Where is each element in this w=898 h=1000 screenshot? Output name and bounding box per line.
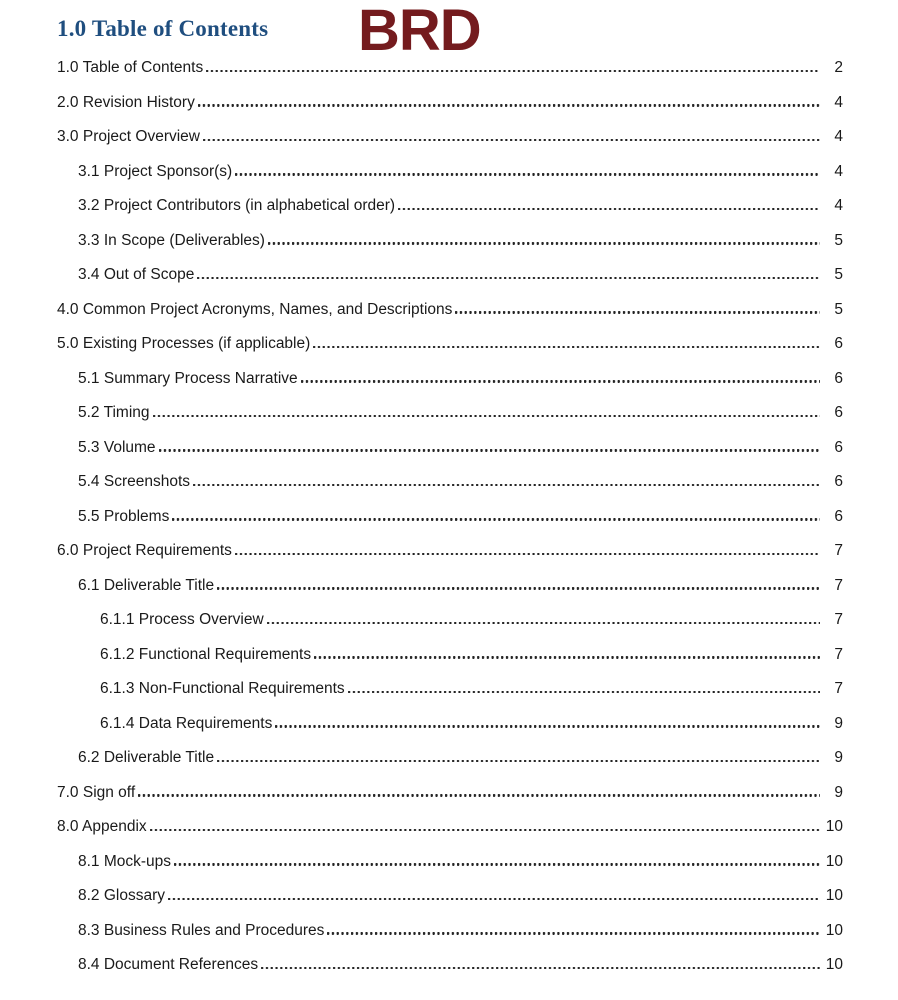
toc-page-number: 5 [834,266,843,283]
toc-page-number: 10 [825,921,843,939]
toc-leader-dots [198,104,820,106]
toc-entry[interactable] [78,362,843,397]
toc-leader-dots [150,829,820,831]
toc-page-number: 4 [834,93,843,111]
toc-entry[interactable] [57,293,843,328]
toc-entry[interactable] [78,258,843,293]
toc-entry-label: 6.2 Deliverable Title [78,749,215,766]
toc-leader-dots [327,932,820,934]
toc-page-number: 7 [834,680,843,697]
toc-entry-label: 1.0 Table of Contents [57,59,204,76]
toc-page-number: 2 [834,59,843,76]
brd-logo: BRD [358,0,481,63]
toc-entry[interactable] [78,431,843,466]
toc-entry-label: 4.0 Common Project Acronyms, Names, and Descriptions [57,300,453,318]
toc-leader-dots [168,898,820,900]
toc-page-number: 5 [834,231,843,249]
toc-page-number: 10 [825,887,843,904]
toc-page-number: 9 [834,749,843,766]
toc-page-number: 10 [825,852,843,870]
toc-page-number: 10 [825,956,843,973]
toc-page-number: 6 [834,507,843,525]
toc-leader-dots [153,415,820,417]
toc-leader-dots [261,967,820,969]
toc-page-number: 7 [834,542,843,559]
toc-entry-label: 5.5 Problems [78,507,170,525]
table-of-contents [57,51,843,983]
toc-entry-label: 6.0 Project Requirements [57,542,232,559]
toc-leader-dots [206,70,820,72]
toc-entry-label: 6.1.3 Non-Functional Requirements [100,680,345,697]
toc-page-number: 9 [834,714,843,732]
toc-entry-label: 3.0 Project Overview [57,128,200,145]
toc-entry[interactable] [78,396,843,431]
toc-entry-label: 5.1 Summary Process Narrative [78,369,298,387]
toc-page-number: 5 [834,300,843,318]
toc-leader-dots [217,760,820,762]
toc-entry-label: 6.1.1 Process Overview [100,611,264,628]
toc-entry[interactable] [78,189,843,224]
toc-entry[interactable] [78,155,843,190]
toc-entry[interactable] [78,879,843,914]
toc-page-number: 4 [834,162,843,180]
toc-entry-label: 2.0 Revision History [57,93,195,111]
toc-entry[interactable] [100,603,843,638]
toc-entry[interactable] [57,534,843,569]
toc-entry-label: 3.3 In Scope (Deliverables) [78,231,265,249]
toc-entry-label: 5.4 Screenshots [78,473,191,490]
toc-entry[interactable] [78,948,843,983]
toc-leader-dots [217,587,820,589]
toc-entry[interactable] [78,845,843,880]
toc-leader-dots [235,553,820,555]
toc-leader-dots [314,656,820,658]
toc-leader-dots [197,277,820,279]
toc-leader-dots [313,346,820,348]
toc-entry-label: 7.0 Sign off [57,783,136,801]
toc-entry-label: 5.2 Timing [78,404,150,421]
toc-entry-label: 3.2 Project Contributors (in alphabetical order) [78,197,396,214]
toc-leader-dots [172,518,820,520]
toc-entry[interactable] [78,741,843,776]
toc-entry[interactable] [78,224,843,259]
toc-entry[interactable] [100,638,843,673]
toc-entry-label: 5.0 Existing Processes (if applicable) [57,335,311,352]
toc-leader-dots [301,380,820,382]
toc-leader-dots [203,139,820,141]
toc-leader-dots [193,484,820,486]
toc-page-number: 6 [834,473,843,490]
toc-entry[interactable] [100,672,843,707]
toc-page-number: 4 [834,197,843,214]
toc-leader-dots [267,622,820,624]
toc-entry[interactable] [78,465,843,500]
toc-leader-dots [138,794,820,796]
toc-leader-dots [235,173,820,175]
toc-entry[interactable] [100,707,843,742]
toc-entry-label: 5.3 Volume [78,438,156,456]
toc-page-number: 7 [834,645,843,663]
toc-page-number: 6 [834,369,843,387]
toc-entry-label: 8.4 Document References [78,956,259,973]
toc-entry-label: 8.3 Business Rules and Procedures [78,921,325,939]
toc-page-number: 10 [825,818,843,835]
toc-page-number: 6 [834,404,843,421]
toc-entry[interactable] [78,914,843,949]
toc-entry-label: 8.2 Glossary [78,887,166,904]
toc-entry-label: 6.1.2 Functional Requirements [100,645,312,663]
toc-entry[interactable] [78,569,843,604]
toc-page-number: 6 [834,438,843,456]
toc-leader-dots [455,311,820,313]
toc-entry-label: 6.1 Deliverable Title [78,576,215,594]
toc-entry[interactable] [57,86,843,121]
toc-leader-dots [398,208,820,210]
toc-leader-dots [174,863,820,865]
toc-entry-label: 3.1 Project Sponsor(s) [78,162,233,180]
toc-entry[interactable] [57,776,843,811]
toc-page-number: 4 [834,128,843,145]
toc-entry-label: 6.1.4 Data Requirements [100,714,273,732]
toc-page-number: 7 [834,611,843,628]
toc-leader-dots [159,449,820,451]
toc-entry[interactable] [57,120,843,155]
toc-entry[interactable] [57,810,843,845]
toc-page-number: 9 [834,783,843,801]
toc-page-number: 7 [834,576,843,594]
toc-entry[interactable] [57,327,843,362]
toc-entry-label: 3.4 Out of Scope [78,266,195,283]
toc-leader-dots [348,691,820,693]
toc-page-number: 6 [834,335,843,352]
toc-entry[interactable] [78,500,843,535]
toc-leader-dots [275,725,820,727]
toc-leader-dots [268,242,820,244]
toc-entry-label: 8.0 Appendix [57,818,147,835]
page-title: 1.0 Table of Contents [57,16,269,41]
toc-entry-label: 8.1 Mock-ups [78,852,172,870]
